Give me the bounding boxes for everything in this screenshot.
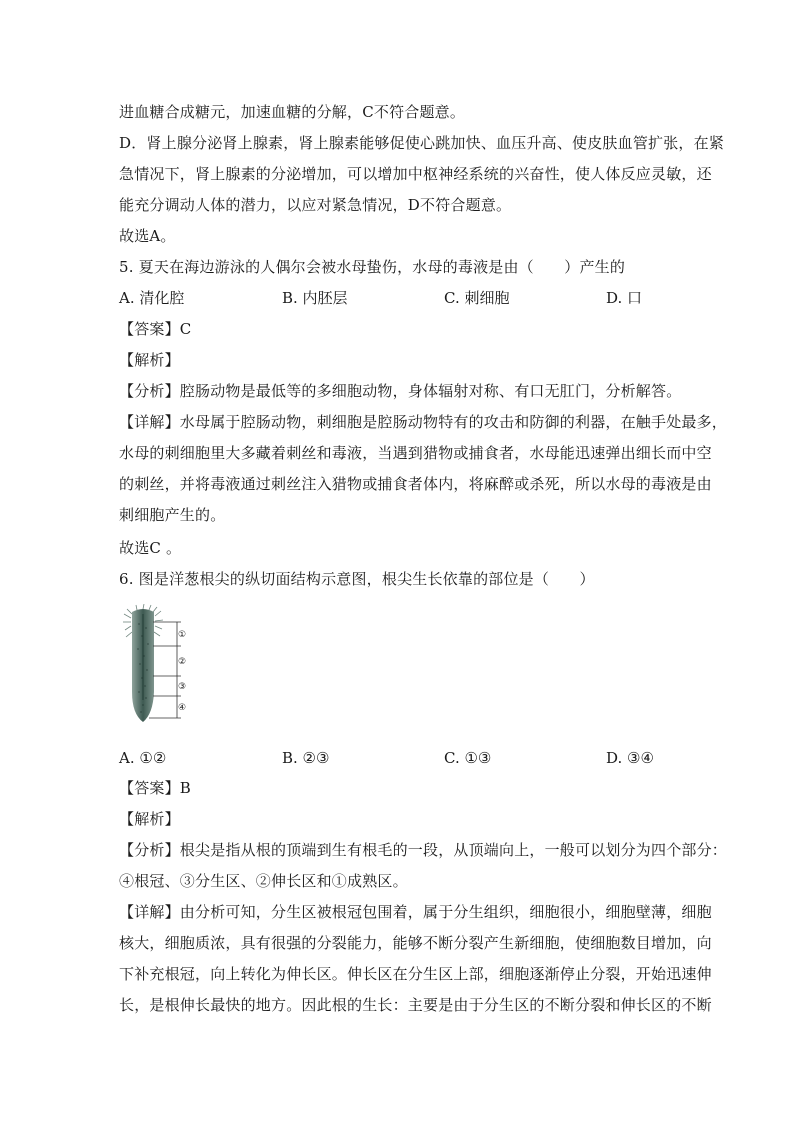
figure-label-1: ① [177,630,187,640]
text-line: 进血糖合成糖元，加速血糖的分解，C不符合题意。 [119,103,466,121]
text-line: 急情况下，肾上腺素的分泌增加，可以增加中枢神经系统的兴奋性，使人体反应灵敏，还 [119,165,712,183]
detail-6-line: 长，是根伸长最快的地方。因此根的生长：主要是由于分生区的不断分裂和伸长区的不断 [119,996,712,1014]
q6-option-a: A. ①② [119,749,167,767]
question-5: 5. 夏天在海边游泳的人偶尔会被水母蛰伤，水母的毒液是由（ ）产生的 [119,258,626,276]
figure-label-4: ④ [177,703,187,713]
text-line: 能充分调动人体的潜力，以应对紧急情况，D不符合题意。 [119,196,512,214]
q6-option-c: C. ①③ [444,749,492,767]
text-line: D．肾上腺分泌肾上腺素，肾上腺素能够促使心跳加快、血压升高、使皮肤血管扩张，在紧 [119,134,725,152]
detail-5-line: 的刺丝，并将毒液通过刺丝注入猎物或捕食者体内，将麻醉或杀死，所以水母的毒液是由 [119,475,712,493]
answer-5: 【答案】C [119,320,192,338]
figure-label-2: ② [177,657,187,667]
analysis-6-line: ④根冠、③分生区、②伸长区和①成熟区。 [119,872,408,890]
choice-5: 故选C 。 [119,539,182,557]
q5-option-c: C. 刺细胞 [444,289,510,307]
q6-option-d: D. ③④ [606,749,654,767]
q5-option-d: D. 口 [606,289,643,307]
detail-6-line: 【详解】由分析可知，分生区被根冠包围着，属于分生组织，细胞很小，细胞壁薄，细胞 [119,903,712,921]
analysis-heading-6: 【解析】 [119,810,180,828]
q6-option-b: B. ②③ [282,749,330,767]
q5-option-b: B. 内胚层 [282,289,348,307]
detail-5-line: 【详解】水母属于腔肠动物，刺细胞是腔肠动物特有的攻击和防御的利器，在触手处最多， [119,413,728,431]
question-6: 6. 图是洋葱根尖的纵切面结构示意图，根尖生长依靠的部位是（ ） [119,570,595,588]
detail-5-line: 水母的刺细胞里大多藏着刺丝和毒液，当遇到猎物或捕食者，水母能迅速弹出细长而中空 [119,444,712,462]
analysis-5: 【分析】腔肠动物是最低等的多细胞动物，身体辐射对称、有口无肛门，分析解答。 [119,382,682,400]
detail-6-line: 核大，细胞质浓，具有很强的分裂能力，能够不断分裂产生新细胞，使细胞数目增加，向 [119,934,712,952]
analysis-heading-5: 【解析】 [119,351,180,369]
root-tip-figure [119,604,199,726]
detail-6-line: 下补充根冠，向上转化为伸长区。伸长区在分生区上部，细胞逐渐停止分裂，开始迅速伸 [119,965,712,983]
detail-5-line: 刺细胞产生的。 [119,506,226,524]
answer-6: 【答案】B [119,779,192,797]
text-line: 故选A。 [119,227,176,245]
q5-option-a: A. 清化腔 [119,289,185,307]
figure-label-3: ③ [177,682,187,692]
analysis-6-line: 【分析】根尖是指从根的顶端到生有根毛的一段，从顶端向上，一般可以划分为四个部分： [119,841,728,859]
